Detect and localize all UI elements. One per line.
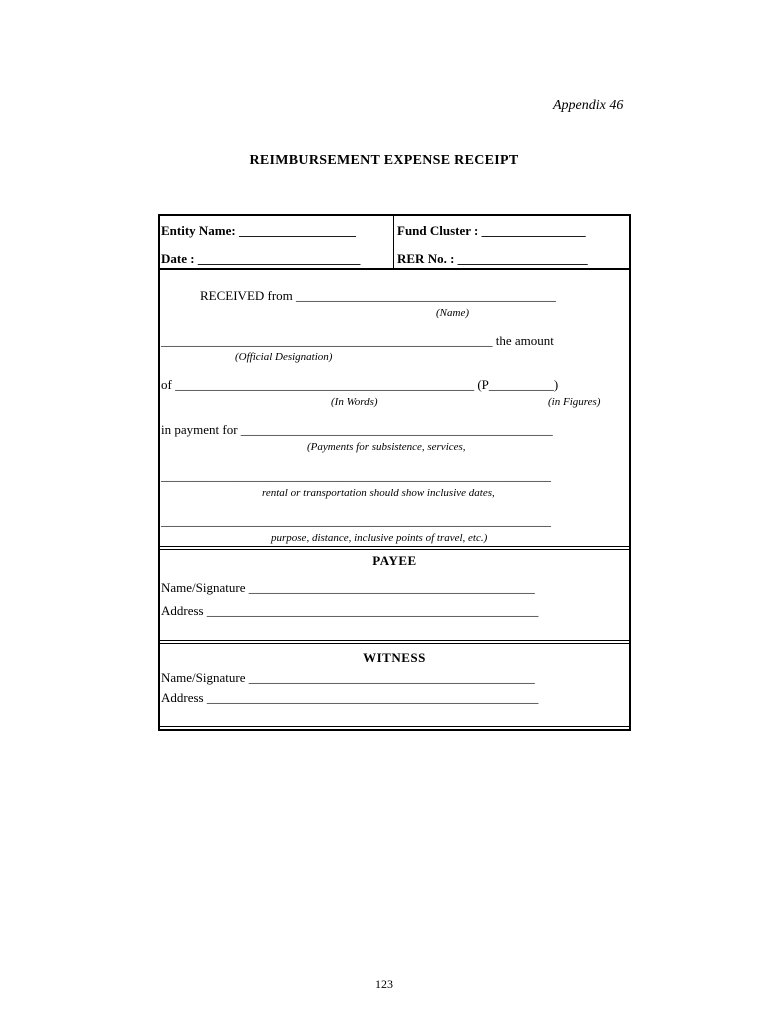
witness-heading: WITNESS [363, 650, 426, 665]
witness-name-signature-line[interactable]: Name/Signature ____________________________________________ [161, 670, 535, 685]
in-words-caption: (In Words) [331, 396, 378, 408]
header-divider [158, 268, 631, 270]
rer-no-field[interactable]: RER No. : ____________________ [397, 251, 588, 266]
witness-divider-top [158, 640, 631, 641]
payee-divider-top [158, 546, 631, 547]
form-title: REIMBURSEMENT EXPENSE RECEIPT [249, 153, 519, 168]
received-from-line[interactable]: RECEIVED from ________________________________________ [200, 288, 557, 303]
witness-address-line[interactable]: Address ___________________________________________________ [161, 690, 539, 705]
fund-cluster-field[interactable]: Fund Cluster : ________________ [397, 223, 586, 238]
payment-blank-line-1[interactable]: ____________________________________________________________ [161, 468, 551, 483]
amount-line[interactable]: of ______________________________________________ (P__________) [161, 377, 559, 392]
in-figures-caption: (in Figures) [548, 396, 601, 408]
payee-heading: PAYEE [372, 553, 417, 568]
footer-divider [158, 726, 631, 727]
date-field[interactable]: Date : _________________________ [161, 251, 361, 266]
official-designation-line[interactable]: ___________________________________________________ the amount [161, 333, 554, 348]
payment-blank-line-2[interactable]: ____________________________________________________________ [161, 513, 551, 528]
payee-name-signature-line[interactable]: Name/Signature ____________________________________________ [161, 580, 535, 595]
payee-address-line[interactable]: Address ___________________________________________________ [161, 603, 539, 618]
official-designation-caption: (Official Designation) [235, 351, 333, 363]
header-divider-vertical [393, 214, 394, 269]
payment-caption-2: rental or transportation should show inclusive dates, [262, 487, 495, 499]
name-caption: (Name) [436, 307, 469, 319]
payment-caption-3: purpose, distance, inclusive points of travel, etc.) [271, 532, 488, 544]
appendix-label: Appendix 46 [553, 98, 624, 113]
page-number: 123 [375, 977, 393, 991]
payment-for-line[interactable]: in payment for ________________________________________________ [161, 422, 553, 437]
payee-divider-bottom [158, 549, 631, 550]
payment-caption-1: (Payments for subsistence, services, [307, 441, 466, 453]
witness-divider-bottom [158, 643, 631, 644]
entity-name-field[interactable]: Entity Name: __________________ [161, 223, 356, 238]
